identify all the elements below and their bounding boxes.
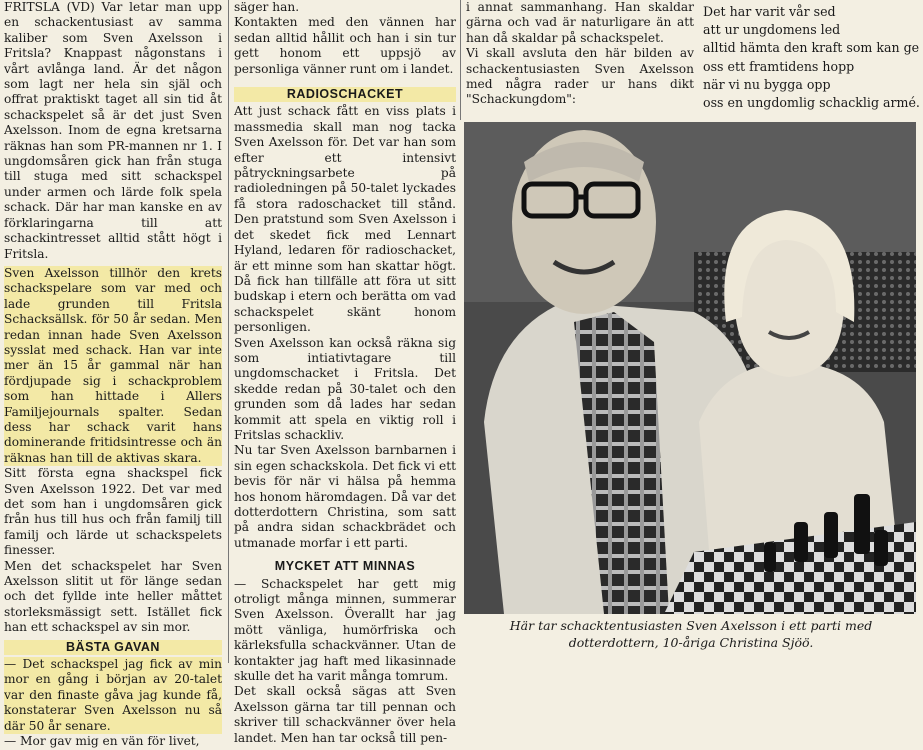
poem-line: oss ett framtidens hopp (703, 58, 855, 74)
article-paragraph: — Det schackspel jag fick av min mor en gång i början av 20-talet var den finaste gåva jag kunde få, konstaterar Sven Axelsson nu så där 50 år senare. (4, 657, 222, 733)
article-paragraph: FRITSLA (VD) Var letar man upp en schackentusiast av samma kaliber som Sven Axelsson i Fritsla? Knappast någonstans i vårt avlånga land. Är det någon som lagt ner hela sin själ och offrat praktiskt taget all sin tid åt schackspelet så är det just Sven Axelsson. Inom de egna kretsarna räknas han som PR-mannen nr 1. I ungdomsåren gick han från stuga till stuga med sitt schackspel under armen och lärde folk spela schack. Där har man kanske en av förklaringarna till att schackintresset alltid stått högt i Fritsla. (4, 0, 222, 261)
photo-illustration (464, 122, 916, 614)
section-heading: RADIOSCHACKET (234, 87, 456, 102)
column-1 (4, 0, 222, 750)
column-rule (228, 0, 229, 663)
article-paragraph: Sven Axelsson kan också räkna sig som intiativtagare till ungdomschacket i Fritsla. Det skedde redan på 30-talet och den grunden som då lades har sedan kommit att spela en viktig roll i Fritslas schackliv. (234, 335, 456, 442)
poem-line: oss en ungdomlig schacklig armé. (703, 95, 920, 111)
column-2 (234, 0, 456, 746)
article-paragraph: Nu tar Sven Axelsson barnbarnen i sin egen schackskola. Det fick vi ett bevis för när vi hälsa på hemma hos honom häromdagen. Då var det dotterdottern Christina, som satt på andra sidan schackbrädet och utmanade morfar i ett parti. (234, 443, 456, 550)
article-paragraph: — Mor gav mig en vän för livet, (4, 734, 200, 749)
poem-line: alltid hämta den kraft som kan ge (703, 40, 920, 56)
section-heading: BÄSTA GAVAN (4, 640, 222, 655)
column-3 (466, 0, 694, 118)
photo-caption: Här tar schacktentusiasten Sven Axelsson i ett parti med dotterdottern, 10-åriga Christina Sjöö. (509, 618, 873, 650)
poem-line: att ur ungdomens led (703, 22, 841, 38)
article-paragraph: säger han. (234, 0, 300, 14)
article-paragraph: Men det schackspelet har Sven Axelsson slitit ut för länge sedan och det fyllde inte heller måttet storleksmässigt sett. Istället fick han ett schackspel av sin mor. (4, 558, 222, 635)
article-paragraph: Vi skall avsluta den här bilden av schackentusiasten Sven Axelsson med några rader ur hans dikt "Schackungdom": (466, 46, 694, 107)
article-paragraph: Sven Axelsson tillhör den krets schackspelare som var med och lade grunden till Fritsla Schacksällsk. för 50 år sedan. Men redan innan hade Sven Axelsson sysslat med schack. Han var inte mer än 15 år gammal när han fördjupade sig i schackproblem som han hittade i Allers Familjejournals spalter. Sedan dess har schack varit hans dominerande fritidsintresse och än räknas han till de aktivas skara. (4, 265, 222, 465)
photo (464, 122, 916, 614)
poem-line: när vi nu bygga opp (703, 76, 831, 92)
poem (703, 3, 918, 112)
section-heading: MYCKET ATT MINNAS (274, 559, 416, 574)
article-paragraph: i annat sammanhang. Han skaldar gärna och vad är naturligare än att han då skaldar på schackspelet. (466, 0, 694, 45)
article-paragraph: — Schackspelet har gett mig otroligt många minnen, summerar Sven Axelsson. Överallt har jag mött vänliga, humörfriska och kärleksfulla schackvänner. Utan de kontakter jag haft med likasinnade skulle det ha varit många tomrum. (234, 576, 456, 684)
article-paragraph: Det skall också sägas att Sven Axelsson gärna tar till pennan och skriver till schackvänner över hela landet. Men han tar också till pen- (234, 684, 456, 745)
article-paragraph: Att just schack fått en viss plats i massmedia skall man nog tacka Sven Axelsson för. Det var han som efter ett intensivt påtryckningsarbete på radioledningen på 50-talet lyckades få stora radoschacket till stånd. Den pratstund som Sven Axelsson i det skedet fick med Lennart Hyland, ledaren för radioschacket, är ett minne som han skattar högt. Då fick han tillfälle att föra ut sitt budskap i etern och berätta om vad schackspelet skänt honom personligen. (234, 104, 456, 335)
column-rule (460, 0, 461, 120)
poem-line: Det har varit vår sed (703, 4, 836, 19)
article-paragraph: Kontakten med den vännen har sedan alltid hållit och han i sin tur gett honom ett uppsjö av personliga vänner runt om i landet. (234, 15, 456, 76)
article-paragraph: Sitt första egna shackspel fick Sven Axelsson 1922. Det var med det som han i ungdomsåren gick från hus till hus och från familj till familj och lärde ut schackspelets finesser. (4, 466, 222, 558)
